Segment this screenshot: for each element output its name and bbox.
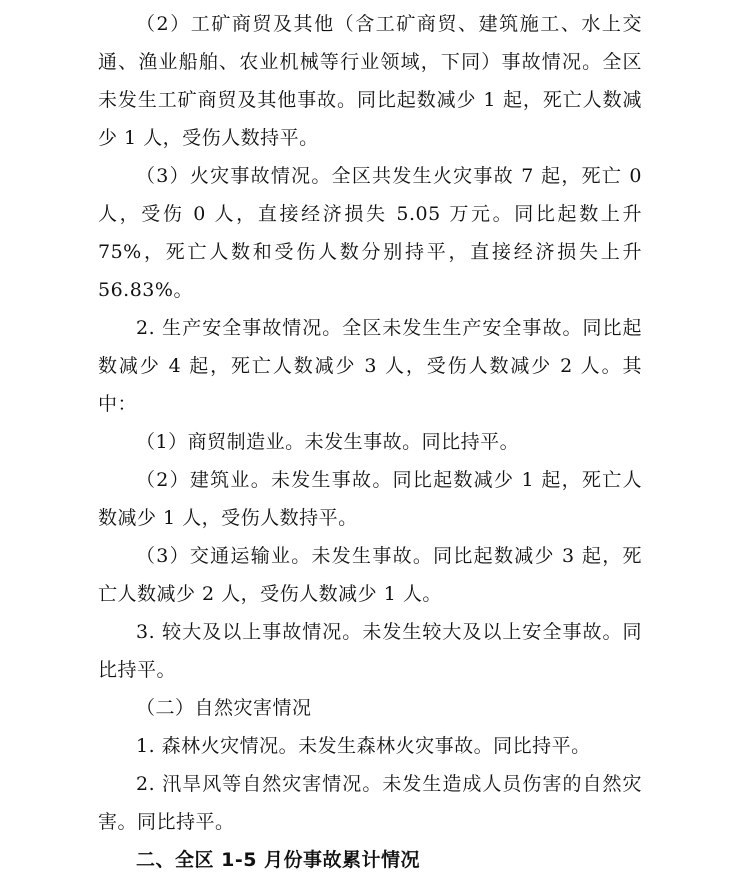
- paragraph-commerce-manufacturing: （1）商贸制造业。未发生事故。同比持平。: [136, 431, 520, 453]
- paragraph-fire-accidents: （3）火灾事故情况。全区共发生火灾事故 7 起，死亡 0 人，受伤 0 人，直接经济损失 5.05 万元。同比起数上升 75%，死亡人数和受伤人数分别持平，直接经济损失上升 56.83%。: [98, 165, 642, 301]
- paragraph-industrial-accidents: （2）工矿商贸及其他（含工矿商贸、建筑施工、水上交通、渔业船舶、农业机械等行业领域，下同）事故情况。全区未发生工矿商贸及其他事故。同比起数减少 1 起，死亡人数减少 1 人，受伤人数持平。: [98, 13, 642, 149]
- paragraph-transportation: （3）交通运输业。未发生事故。同比起数减少 3 起，死亡人数减少 2 人，受伤人数减少 1 人。: [98, 545, 642, 605]
- paragraph-flood-drought-wind: 2. 汛旱风等自然灾害情况。未发生造成人员伤害的自然灾害。同比持平。: [98, 773, 642, 833]
- paragraph-production-safety: 2. 生产安全事故情况。全区未发生生产安全事故。同比起数减少 4 起，死亡人数减少 3 人，受伤人数减少 2 人。其中：: [98, 317, 642, 415]
- paragraph-forest-fire: 1. 森林火灾情况。未发生森林火灾事故。同比持平。: [136, 735, 591, 757]
- document-body: [98, 0, 642, 879]
- section-heading-cumulative: 二、全区 1-5 月份事故累计情况: [136, 849, 421, 871]
- subheading-natural-disasters: （二）自然灾害情况: [136, 697, 312, 719]
- paragraph-major-accidents: 3. 较大及以上事故情况。未发生较大及以上安全事故。同比持平。: [98, 621, 642, 681]
- paragraph-construction: （2）建筑业。未发生事故。同比起数减少 1 起，死亡人数减少 1 人，受伤人数持平。: [98, 469, 642, 529]
